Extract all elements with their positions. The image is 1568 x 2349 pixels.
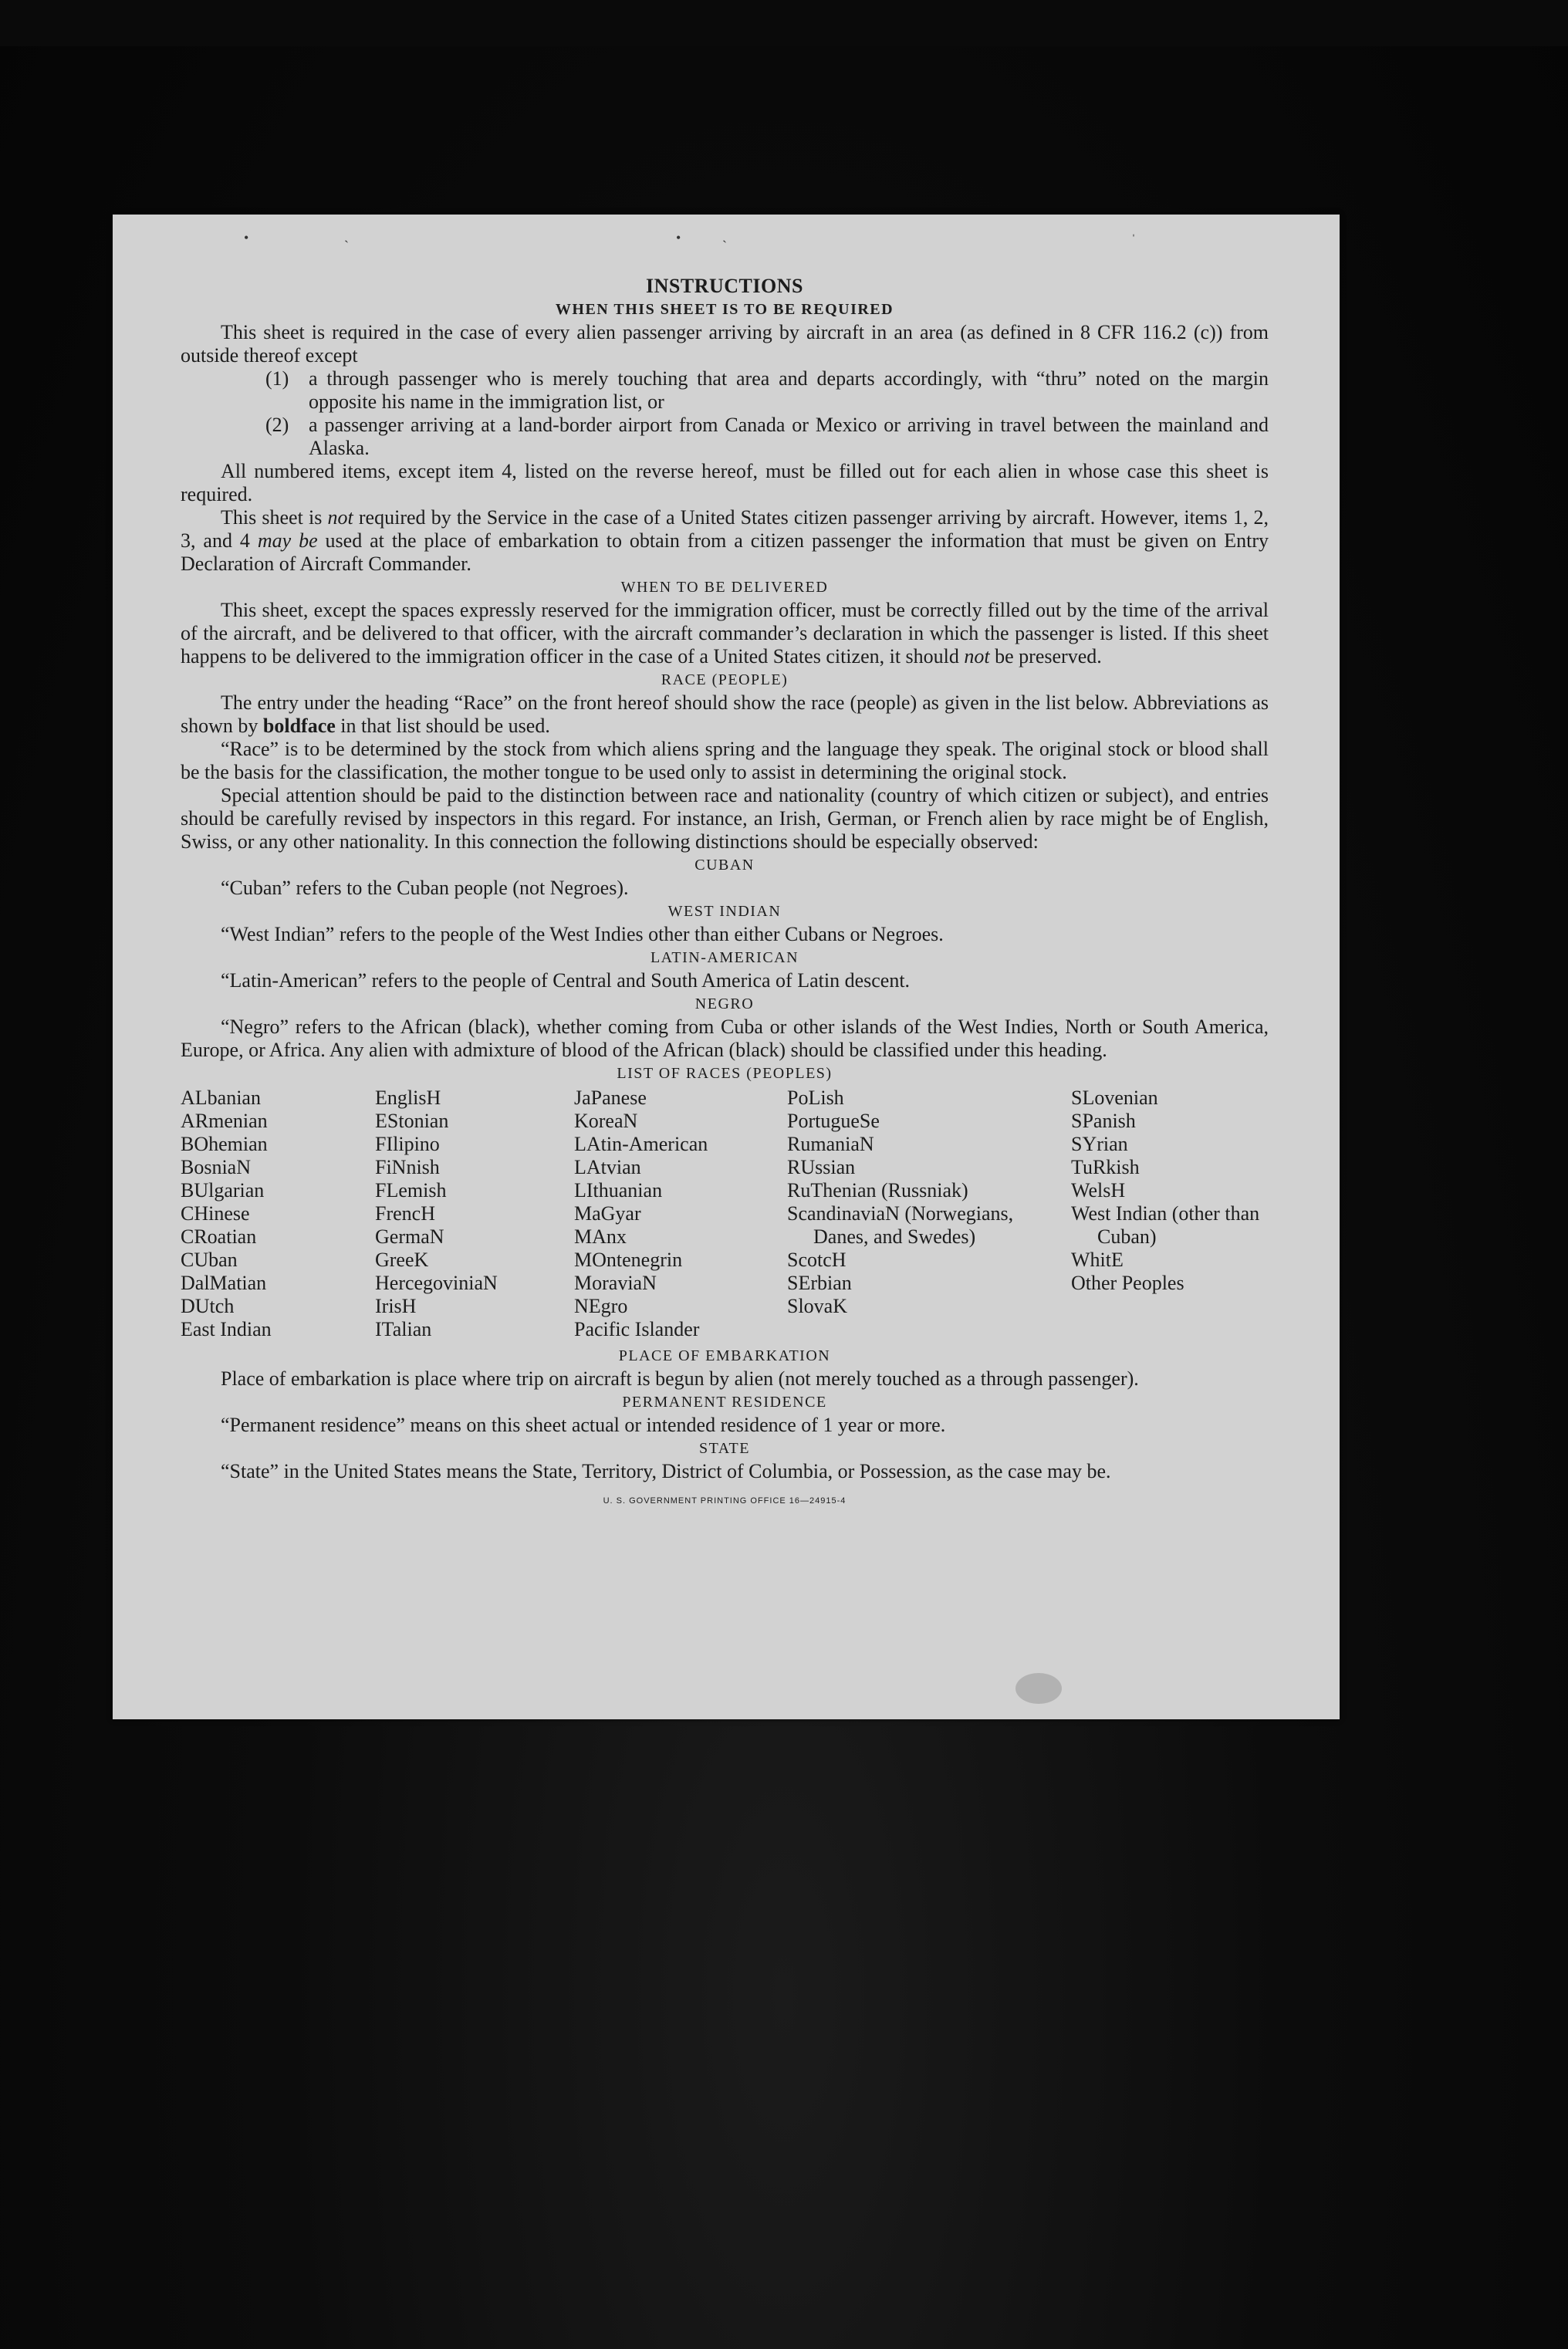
- race-entry: SErbian: [787, 1272, 852, 1294]
- race-entry: SPanish: [1071, 1110, 1136, 1132]
- item-text: a passenger arriving at a land-border airport from Canada or Mexico or arriving in travel between the mainland and Alaska.: [309, 414, 1269, 459]
- race-entry: West Indian (other than Cuban): [1071, 1202, 1260, 1248]
- races-list: [181, 1087, 1269, 1341]
- race-entry: FrencH: [375, 1202, 435, 1225]
- race-entry: GermaN: [375, 1225, 444, 1248]
- race-entry: Pacific Islander: [574, 1318, 700, 1340]
- race-entry: RUssian: [787, 1156, 856, 1178]
- section-heading: RACE (PEOPLE): [661, 671, 789, 688]
- race-entry: SlovaK: [787, 1295, 847, 1317]
- race-entry: NEgro: [574, 1295, 628, 1317]
- paragraph: Place of embarkation is place where trip on aircraft is begun by alien (not merely touched as a through passenger).: [221, 1367, 1139, 1390]
- page-title: INSTRUCTIONS: [646, 275, 803, 297]
- section-heading: WHEN THIS SHEET IS TO BE REQUIRED: [555, 301, 894, 318]
- race-entry: EStonian: [375, 1110, 449, 1132]
- paragraph: “Negro” refers to the African (black), whether coming from Cuba or other islands of the West Indies, North or South America, Europe, or Africa. Any alien with admixture of blood of the African (black) should be classified under this heading.: [181, 1016, 1269, 1061]
- race-entry: CRoatian: [181, 1225, 257, 1248]
- race-entry: LAtin-American: [574, 1133, 708, 1155]
- paragraph: This sheet, except the spaces expressly reserved for the immigration officer, must be correctly filled out by the time of the arrival of the aircraft, and be delivered to that officer, with the aircraft commander’s declaration in which the passenger is listed. If this sheet happens to be delivered to the immigration officer in the case of a United States citizen, it should not be preserved.: [181, 599, 1269, 668]
- race-entry: WhitE: [1071, 1249, 1124, 1271]
- race-entry: FIlipino: [375, 1133, 440, 1155]
- races-column: [1071, 1087, 1269, 1341]
- punch-mark: ˈ: [1131, 232, 1136, 247]
- punch-mark: •: [676, 230, 681, 245]
- paragraph: “Latin-American” refers to the people of Central and South America of Latin descent.: [221, 969, 911, 992]
- item-number: (1): [265, 367, 289, 390]
- race-entry: EnglisH: [375, 1087, 441, 1109]
- section-heading: WEST INDIAN: [667, 903, 782, 920]
- race-entry: GreeK: [375, 1249, 429, 1271]
- race-entry: RumaniaN: [787, 1133, 874, 1155]
- section-heading: PERMANENT RESIDENCE: [622, 1394, 827, 1411]
- race-entry: LIthuanian: [574, 1179, 663, 1202]
- race-entry: DalMatian: [181, 1272, 267, 1294]
- paragraph: Special attention should be paid to the distinction between race and nationality (country of which citizen or subject), and entries should be carefully revised by inspectors in this regard. For instance, an Irish, German, or French alien by race might be of English, Swiss, or any other nationality. In this connection the following distinctions should be especially observed:: [181, 784, 1269, 853]
- section-heading: CUBAN: [694, 857, 755, 874]
- race-entry: East Indian: [181, 1318, 272, 1340]
- list-item: [265, 414, 1269, 460]
- race-entry: FiNnish: [375, 1156, 440, 1178]
- races-column: [574, 1087, 787, 1341]
- section-heading: STATE: [699, 1440, 750, 1457]
- punch-mark: ˴: [722, 232, 727, 247]
- paragraph: This sheet is not required by the Service in the case of a United States citizen passenger arriving by aircraft. However, items 1, 2, 3, and 4 may be used at the place of embarkation to obtain from a citizen passenger the information that must be given on Entry Declaration of Aircraft Commander.: [181, 506, 1269, 575]
- race-entry: MAnx: [574, 1225, 627, 1248]
- item-number: (2): [265, 414, 289, 436]
- race-entry: KoreaN: [574, 1110, 638, 1132]
- item-text: a through passenger who is merely touching that area and departs accordingly, with “thru” noted on the margin opposite his name in the immigration list, or: [309, 367, 1269, 413]
- section-heading: PLACE OF EMBARKATION: [618, 1347, 831, 1364]
- race-entry: PortugueSe: [787, 1110, 880, 1132]
- paragraph: “Permanent residence” means on this sheet actual or intended residence of 1 year or more.: [221, 1414, 946, 1436]
- section-heading: LIST OF RACES (PEOPLES): [617, 1065, 833, 1082]
- race-entry: BUlgarian: [181, 1179, 265, 1202]
- paragraph: “Race” is to be determined by the stock from which aliens spring and the language they speak. The original stock or blood shall be the basis for the classification, the mother tongue to be used only to assist in determining the original stock.: [181, 738, 1269, 783]
- race-entry: CHinese: [181, 1202, 250, 1225]
- race-entry: MOntenegrin: [574, 1249, 683, 1271]
- race-entry: HercegoviniaN: [375, 1272, 498, 1294]
- race-entry: WelsH: [1071, 1179, 1126, 1202]
- race-entry: IrisH: [375, 1295, 417, 1317]
- race-entry: LAtvian: [574, 1156, 641, 1178]
- race-entry: BOhemian: [181, 1133, 268, 1155]
- paragraph: “State” in the United States means the State, Territory, District of Columbia, or Possession, as the case may be.: [221, 1460, 1111, 1482]
- race-entry: CUban: [181, 1249, 238, 1271]
- scan-top-band: [0, 0, 1568, 46]
- instructions-text: [181, 275, 1269, 1512]
- printer-imprint: U. S. GOVERNMENT PRINTING OFFICE 16—24915-4: [603, 1496, 847, 1506]
- race-entry: BosniaN: [181, 1156, 251, 1178]
- race-entry: MaGyar: [574, 1202, 641, 1225]
- punch-mark: ˴: [344, 232, 349, 247]
- paragraph: “Cuban” refers to the Cuban people (not Negroes).: [221, 877, 629, 899]
- race-entry: JaPanese: [574, 1087, 647, 1109]
- races-column: [787, 1087, 1071, 1341]
- paper-scuff: [1015, 1673, 1062, 1704]
- race-entry: Other Peoples: [1071, 1272, 1184, 1294]
- race-entry: TuRkish: [1071, 1156, 1140, 1178]
- section-heading: WHEN TO BE DELIVERED: [620, 579, 829, 596]
- race-entry: ScandinaviaN (Norwegians, Danes, and Swedes): [787, 1202, 1014, 1248]
- race-entry: PoLish: [787, 1087, 844, 1109]
- race-entry: ScotcH: [787, 1249, 847, 1271]
- race-entry: FLemish: [375, 1179, 447, 1202]
- paragraph: The entry under the heading “Race” on the front hereof should show the race (people) as given in the list below. Abbreviations as shown by boldface in that list should be used.: [181, 691, 1269, 737]
- list-item: [265, 367, 1269, 414]
- race-entry: DUtch: [181, 1295, 235, 1317]
- races-column: [375, 1087, 574, 1341]
- paragraph: All numbered items, except item 4, listed on the reverse hereof, must be filled out for each alien in whose case this sheet is required.: [181, 460, 1269, 505]
- instruction-sheet: [113, 215, 1340, 1719]
- race-entry: ITalian: [375, 1318, 432, 1340]
- race-entry: RuThenian (Russniak): [787, 1179, 968, 1202]
- race-entry: SYrian: [1071, 1133, 1128, 1155]
- race-entry: SLovenian: [1071, 1087, 1158, 1109]
- paragraph: This sheet is required in the case of every alien passenger arriving by aircraft in an area (as defined in 8 CFR 116.2 (c)) from outside thereof except: [181, 321, 1269, 367]
- punch-mark: •: [244, 230, 249, 245]
- races-column: [181, 1087, 375, 1341]
- paragraph: “West Indian” refers to the people of the West Indies other than either Cubans or Negroes.: [221, 923, 944, 945]
- race-entry: ARmenian: [181, 1110, 268, 1132]
- section-heading: LATIN-AMERICAN: [650, 949, 799, 966]
- race-entry: ALbanian: [181, 1087, 261, 1109]
- race-entry: MoraviaN: [574, 1272, 657, 1294]
- section-heading: NEGRO: [694, 995, 755, 1012]
